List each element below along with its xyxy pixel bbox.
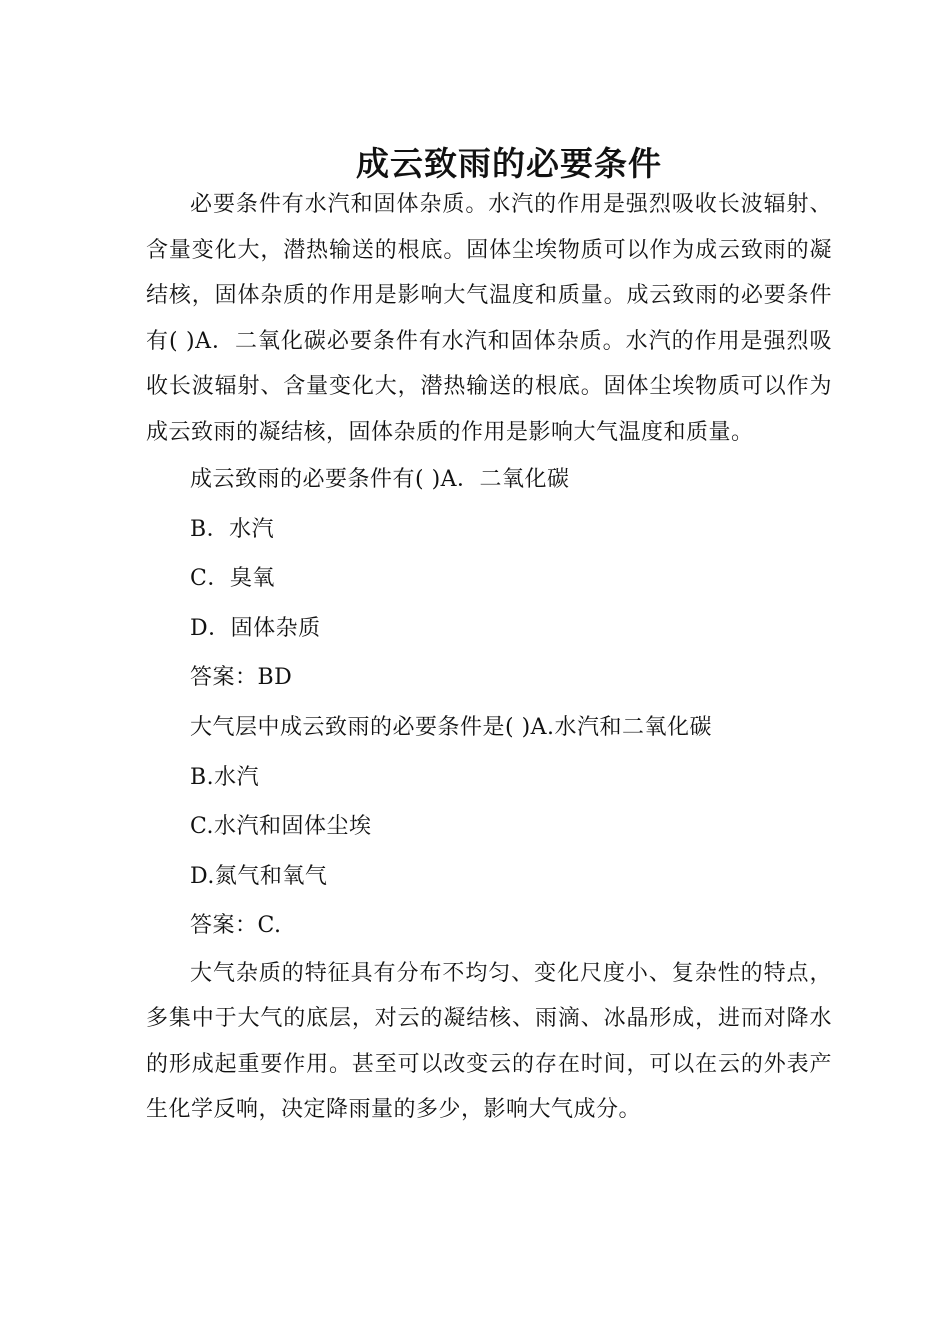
document-body — [146, 182, 832, 1133]
question-2-stem: 大气层中成云致雨的必要条件是( )A.水汽和二氧化碳 — [190, 714, 713, 740]
question-2-option-b: B.水汽 — [190, 764, 260, 790]
question-1-option-d: D．固体杂质 — [190, 615, 321, 641]
question-2-answer: 答案：C. — [190, 913, 282, 939]
question-2-option-d: D.氮气和氧气 — [190, 863, 328, 889]
closing-paragraph: 大气杂质的特征具有分布不均匀、变化尺度小、复杂性的特点，多集中于大气的底层，对云的凝结核、雨滴、冰晶形成，进而对降水的形成起重要作用。甚至可以改变云的存在时间，可以在云的外表产生化学反响，决定降雨量的多少，影响大气成分。 — [146, 960, 832, 1123]
intro-paragraph: 必要条件有水汽和固体杂质。水汽的作用是强烈吸收长波辐射、含量变化大，潜热输送的根底。固体尘埃物质可以作为成云致雨的凝结核，固体杂质的作用是影响大气温度和质量。成云致雨的必要条件有( )A．二氧化碳必要条件有水汽和固体杂质。水汽的作用是强烈吸收长波辐射、含量变化大，潜热输送的根底。固体尘埃物质可以作为成云致雨的凝结核，固体杂质的作用是影响大气温度和质量。 — [146, 192, 832, 445]
document-title: 成云致雨的必要条件 — [356, 144, 662, 184]
question-1-option-b: B．水汽 — [190, 516, 275, 542]
question-1-answer: 答案：BD — [190, 665, 293, 691]
question-2 — [146, 703, 832, 951]
question-2-option-c: C.水汽和固体尘埃 — [190, 814, 372, 840]
question-1-option-c: C．臭氧 — [190, 566, 275, 592]
question-1-stem: 成云致雨的必要条件有( )A．二氧化碳 — [190, 467, 570, 492]
question-1 — [146, 455, 832, 703]
